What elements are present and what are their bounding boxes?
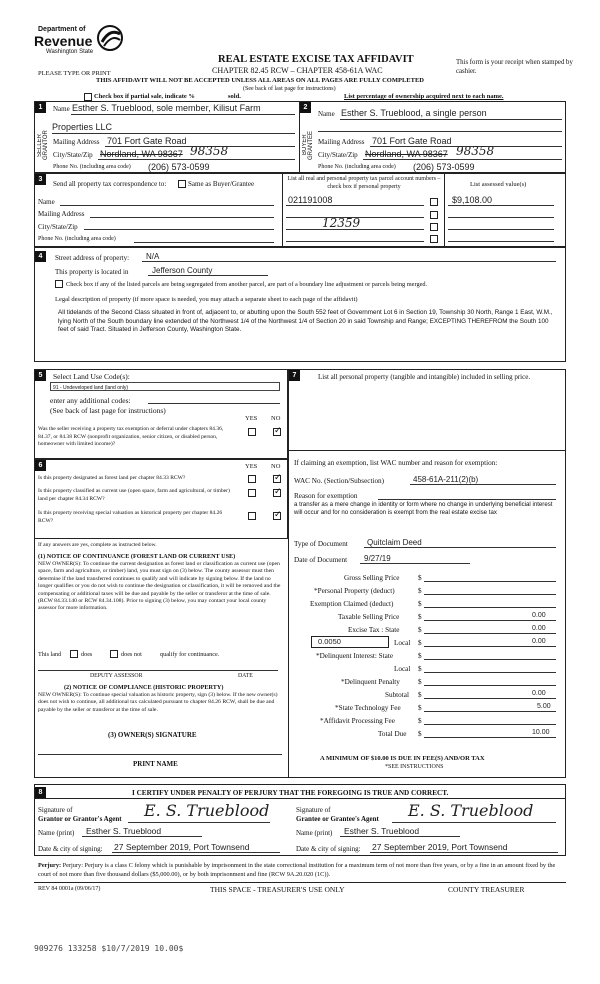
street-address-label: Street address of property: [55, 254, 130, 262]
delinquent-penalty-dollar: $ [418, 678, 422, 686]
grantee-signature[interactable]: E. S. Trueblood [408, 801, 534, 820]
sold-label: sold. [228, 93, 241, 100]
doc-date-value: 9/27/19 [364, 554, 391, 563]
located-in-label: This property is located in [55, 268, 129, 276]
seller-name-line2: Properties LLC [52, 122, 113, 132]
parcel4-personal-checkbox[interactable] [430, 235, 438, 243]
same-as-buyer-checkbox[interactable] [178, 180, 186, 188]
s3-name-label: Name [38, 198, 55, 206]
local-dollar: $ [418, 639, 422, 647]
doc-type-label: Type of Document [294, 540, 348, 548]
tech-fee-dollar: $ [418, 704, 422, 712]
send-correspondence-label: Send all property tax correspondence to: [53, 180, 167, 188]
exemption-claimed-label: Exemption Claimed (deduct) [310, 600, 394, 608]
grantor-name-print: Esther S. Trueblood [86, 826, 162, 836]
located-in-value: Jefferson County [152, 266, 213, 275]
buyer-name-value: Esther S. Trueblood, a single person [341, 108, 487, 118]
partial-sale-label: Check box if partial sale, indicate % [94, 93, 195, 100]
grantor-sig-label2: Grantor or Grantor's Agent [38, 815, 122, 823]
print-name-label: PRINT NAME [133, 760, 178, 768]
buyer-mailing-value: 701 Fort Gate Road [372, 136, 452, 146]
parcel2-personal-checkbox[interactable] [430, 211, 438, 219]
reason-label: Reason for exemption [294, 492, 358, 500]
delinquent-interest-label: *Delinquent Interest: State [316, 652, 394, 660]
local-rate-value: 0.0050 [318, 637, 341, 646]
s6-yes-header: YES [245, 463, 258, 470]
grantee-name-print: Esther S. Trueblood [344, 826, 420, 836]
minimum-fee-note: A MINIMUM OF $10.00 IS DUE IN FEE(S) AND/OR TAX [320, 755, 485, 762]
taxable-dollar: $ [418, 613, 422, 621]
see-back-header: (See back of last page for instructions) [243, 86, 336, 92]
s5-no-header: NO [271, 415, 281, 422]
s6-question1: Is this property designated as forest land per chapter 84.33 RCW? [38, 475, 186, 481]
buyer-name-label: Name [318, 110, 335, 118]
parcel-header: List all real and personal property tax parcel account numbers – check box if personal property [287, 176, 441, 190]
section1-number: 1 [35, 102, 46, 113]
segregated-checkbox[interactable] [55, 280, 63, 288]
receipt-note: This form is your receipt when stamped by cashier. [456, 59, 573, 75]
personal-dollar: $ [418, 587, 422, 595]
total-label: Total Due [378, 730, 407, 738]
grantee-date-city-label: Date & city of signing: [296, 845, 361, 853]
buyer-city-value: Nordland, WA 98367 [365, 149, 448, 159]
delinquent-penalty-label: *Delinquent Penalty [341, 678, 400, 686]
owner-signature-label: (3) OWNER(S) SIGNATURE [108, 731, 197, 739]
total-dollar: $ [418, 730, 422, 738]
county-treasurer: COUNTY TREASURER [448, 885, 525, 894]
buyer-city-label: City/State/Zip [318, 151, 358, 159]
s3-mailing-label: Mailing Address [38, 210, 85, 218]
section2-number: 2 [300, 102, 311, 113]
s6-question3: Is this property receiving special valuation as historical property per chapter 84.26 RCW? [38, 510, 223, 524]
this-land-label: This land [38, 651, 62, 658]
excise-state-value: 0.00 [532, 625, 546, 632]
street-address-value: N/A [146, 252, 160, 261]
buyer-grantee-label: BUYER GRANTEE [302, 130, 314, 160]
grantor-signature[interactable]: E. S. Trueblood [144, 801, 270, 820]
logo-line2: Revenue [34, 33, 93, 49]
if-yes-instructions: If any answers are yes, complete as instructed below. [38, 542, 157, 548]
gross-dollar: $ [418, 574, 422, 582]
seller-name-label: Name [53, 105, 70, 113]
continuance-title: (1) NOTICE OF CONTINUANCE (FOREST LAND OR CURRENT USE) [38, 553, 236, 560]
continuance-text: NEW OWNER(S): To continue the current designation as forest land or classification as current use (open space, farm and agriculture, or timber) land, you must sign on (3) below. The county assessor must then determine if the land transferred continues to qualify and will indicate by signing below. If the land no longer qualifies or you do not wish to continue the designation or classification, it will be removed and the compensating or additional taxes will be due and payable by the seller or transferor at the time of sale. (RCW 84.33.140 or RCW 84.34.108). Prior to signing (3) below, you may contact your local county assessor for more information. [38, 561, 281, 612]
s6-no-header: NO [271, 463, 281, 470]
grantee-sig-label1: Signature of [296, 806, 331, 814]
additional-codes-label: enter any additional codes: [50, 396, 131, 405]
section4-box [34, 247, 566, 362]
seller-mailing-value: 701 Fort Gate Road [107, 136, 187, 146]
segregated-label: Check box if any of the listed parcels are being segregated from another parcel, are part of a boundary line adjustment or parcels being merged. [66, 281, 428, 288]
logo [30, 24, 130, 64]
delinquent-interest-dollar: $ [418, 652, 422, 660]
section7-number: 7 [289, 370, 300, 381]
land-does-label: does [81, 651, 93, 658]
legal-description-label: Legal description of property (if more space is needed, you may attach a separate sheet to each page of the affidavit) [55, 296, 358, 303]
seller-city-value: Nordland, WA 98367 [100, 149, 183, 159]
seller-phone-value: (206) 573-0599 [148, 162, 210, 172]
compliance-title: (2) NOTICE OF COMPLIANCE (HISTORIC PROPERTY) [64, 684, 224, 691]
perjury-label: Perjury: [38, 862, 62, 869]
seller-name-line1: Esther S. Trueblood, sole member, Kilisut Farm [72, 103, 261, 113]
land-use-label: Select Land Use Code(s): [53, 372, 130, 381]
form-notice: THIS AFFIDAVIT WILL NOT BE ACCEPTED UNLESS ALL AREAS ON ALL PAGES ARE FULLY COMPLETED [96, 77, 424, 84]
section4-number: 4 [35, 251, 46, 262]
exemption-header: If claiming an exemption, list WAC number and reason for exemption: [294, 459, 498, 467]
subtotal-label: Subtotal [385, 691, 409, 699]
doc-date-label: Date of Document [294, 556, 348, 564]
affidavit-fee-dollar: $ [418, 717, 422, 725]
buyer-zip-handwritten: 98358 [456, 144, 495, 158]
grantor-sig-label1: Signature of [38, 806, 73, 814]
sections-5-7-outer [34, 369, 566, 778]
logo-swoosh-icon [96, 24, 124, 52]
tech-fee-value: 5.00 [537, 703, 551, 710]
parcel2-value: 12359 [322, 216, 361, 230]
s5-see-back: (See back of last page for instructions) [50, 406, 166, 415]
personal-deduct-label: *Personal Property (deduct) [314, 587, 395, 595]
section3-number: 3 [35, 174, 46, 185]
reason-value: a transfer as a mere change in identity or form where no change in underlying beneficial interest will occur and for no consideration is exempt from the real estate excise tax [294, 501, 553, 516]
partial-sale-checkbox[interactable] [84, 93, 92, 101]
date-label: DATE [238, 673, 253, 679]
seller-mailing-label: Mailing Address [53, 138, 100, 146]
s3-phone-label: Phone No. (including area code) [38, 236, 116, 242]
grantor-name-print-label: Name (print) [38, 829, 75, 837]
excise-state-dollar: $ [418, 626, 422, 634]
s5-yes-header: YES [245, 415, 258, 422]
receipt-stamp: 909276 133258 $10/7/2019 10.00$ [34, 944, 184, 953]
please-type: PLEASE TYPE OR PRINT [38, 70, 111, 77]
local-label: Local [394, 639, 411, 647]
logo-line1: Department of [38, 26, 86, 33]
grantor-date-city-label: Date & city of signing: [38, 845, 103, 853]
grantee-sig-label2: Grantee or Grantee's Agent [296, 815, 379, 823]
perjury-text: Perjury: Perjury is a class C felony which is punishable by imprisonment in the state correctional institution for a maximum term of not more than five years, or by a fine in an amount fixed by the court of not more than five thousand dollars ($5,000.00), or by both imprisonment and fine (RCW 9A.20.020 (1C)). [38, 862, 556, 878]
subtotal-value: 0.00 [532, 690, 546, 697]
gross-selling-label: Gross Selling Price [344, 574, 400, 582]
seller-phone-label: Phone No. (including area code) [53, 164, 131, 170]
land-use-value: 91 - Undeveloped land (land only) [53, 385, 129, 391]
section8-number: 8 [35, 787, 46, 798]
seller-city-label: City/State/Zip [53, 151, 93, 159]
deputy-assessor-label: DEPUTY ASSESSOR [90, 673, 143, 679]
section5-number: 5 [35, 370, 46, 381]
wac-label: WAC No. (Section/Subsection) [294, 477, 385, 485]
exemption-dollar: $ [418, 600, 422, 608]
form-number: REV 84 0001a (09/06/17) [38, 886, 101, 892]
grantee-date-city: 27 September 2019, Port Townsend [372, 842, 508, 852]
local2-label: Local [394, 665, 411, 673]
affidavit-fee-label: *Affidavit Processing Fee [320, 717, 395, 725]
seller-zip-handwritten: 98358 [190, 144, 229, 158]
local2-dollar: $ [418, 665, 422, 673]
section6-number: 6 [35, 460, 46, 471]
parcel1-value: 021191008 [288, 195, 333, 205]
wac-value: 458-61A-211(2)(b) [413, 475, 479, 484]
certify-statement: I CERTIFY UNDER PENALTY OF PERJURY THAT THE FOREGOING IS TRUE AND CORRECT. [132, 789, 449, 797]
legal-description-value: All tidelands of the Second Class situated in front of, adjacent to, or abutting upon the South 552 feet of Government Lot 6 in Section 19, Township 30 North, Range 1 East, W.M., lying North of the South boundary line extended of the Northwest 1/4 of the Northwest 1/4 of Section 20 in said Township and Range; EXCEPTING THEREFROM the South 100 feet of said Tract. Situated in Jefferson County, Washington State. [58, 309, 553, 333]
excise-state-label: Excise Tax : State [348, 626, 400, 634]
total-value: 10.00 [532, 729, 550, 736]
buyer-phone-label: Phone No. (including area code) [318, 164, 396, 170]
subtotal-dollar: $ [418, 691, 422, 699]
buyer-mailing-label: Mailing Address [318, 138, 365, 146]
local-value: 0.00 [532, 638, 546, 645]
taxable-value: 0.00 [532, 612, 546, 619]
compliance-text: NEW OWNER(S): To continue special valuation as historic property, sign (3) below. If the new owner(s) does not wish to continue, all additional tax calculated pursuant to chapter 84.26 RCW, shall be due and payable by the seller or transferor at the time of sale. [38, 692, 278, 713]
grantor-date-city: 27 September 2019, Port Townsend [114, 842, 250, 852]
logo-line3: Washington State [46, 49, 94, 55]
taxable-label: Taxable Selling Price [338, 613, 400, 621]
s3-city-label: City/State/Zip [38, 223, 78, 231]
perjury-note [38, 862, 566, 879]
land-does-not-label: does not [121, 651, 142, 658]
s6-question2: Is this property classified as current use (open space, farm and agricultural, or timber) land per chapter 84.34 RCW? [38, 488, 230, 502]
list-pct-label: List percentage of ownership acquired next to each name. [344, 93, 504, 100]
same-as-buyer-label: Same as Buyer/Grantee [188, 180, 255, 188]
buyer-phone-value: (206) 573-0599 [413, 162, 475, 172]
parcel1-personal-checkbox[interactable] [430, 198, 438, 206]
qualify-label: qualify for continuance. [160, 651, 220, 658]
s5-question1: Was the seller receiving a property tax exemption or deferral under chapters 84.36, 84.37, or 84.38 RCW (nonprofit organization, senior citizen, or disabled person, homeowner with limited income)? [38, 426, 224, 447]
form-title: REAL ESTATE EXCISE TAX AFFIDAVIT [218, 54, 414, 65]
grantee-name-print-label: Name (print) [296, 829, 333, 837]
seller-grantor-label: SELLER GRANTOR [37, 130, 49, 160]
doc-type-value: Quitclaim Deed [367, 538, 422, 547]
personal-property-label: List all personal property (tangible and intangible) included in selling price. [318, 373, 531, 381]
parcel3-personal-checkbox[interactable] [430, 223, 438, 231]
treasurer-use-only: THIS SPACE - TREASURER'S USE ONLY [210, 885, 345, 894]
assessed-header: List assessed value(s) [470, 181, 527, 188]
tech-fee-label: *State Technology Fee [335, 704, 401, 712]
form-chapters: CHAPTER 82.45 RCW – CHAPTER 458-61A WAC [212, 66, 383, 75]
assessed1-value: $9,108.00 [452, 195, 493, 205]
see-instructions-note: *SEE INSTRUCTIONS [385, 764, 444, 770]
